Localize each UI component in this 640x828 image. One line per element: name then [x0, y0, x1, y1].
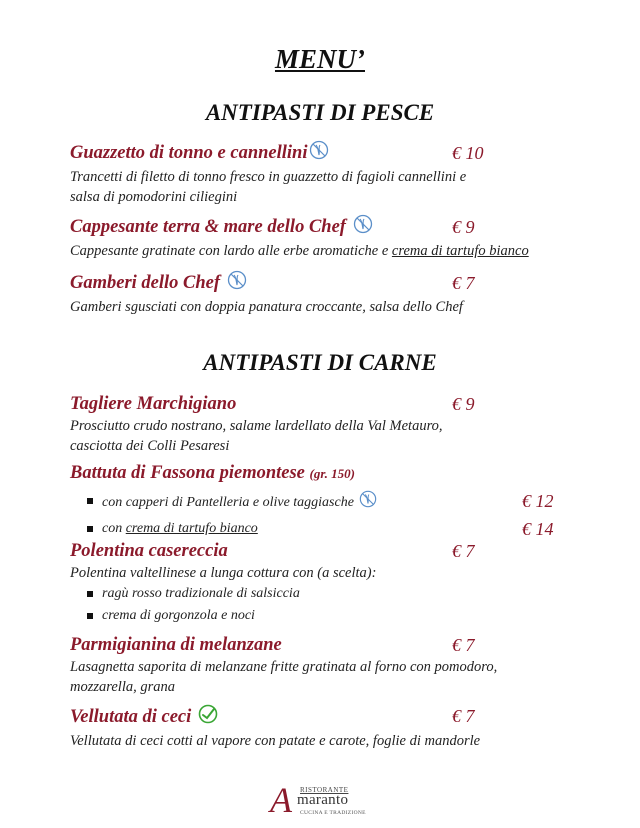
- dish-name: Parmigianina di melanzane: [70, 635, 282, 655]
- dish-description: Cappesante gratinate con lardo alle erbe aromatiche e crema di tartufo bianco: [70, 243, 529, 259]
- dish-description: Lasagnetta saporita di melanzane fritte gratinata al forno con pomodoro, mozzarella, grana: [70, 659, 498, 695]
- restaurant-logo: [270, 782, 380, 822]
- section-title-pesce: ANTIPASTI DI PESCE: [205, 100, 435, 125]
- logo-top-text: RISTORANTE: [300, 786, 349, 794]
- logo-main-text: maranto: [297, 792, 349, 808]
- list-item: con crema di tartufo bianco € 14: [70, 518, 630, 540]
- dish-tagliere: [70, 392, 630, 456]
- dish-description: Prosciutto crudo nostrano, salame lardellato della Val Metauro, casciotta dei Colli Pesaresi: [70, 418, 443, 454]
- logo-subtitle: CUCINA E TRADIZIONE: [300, 810, 366, 816]
- dish-description: Polentina valtellinese a lunga cottura con (a scelta):: [70, 565, 377, 581]
- gluten-free-icon: [353, 214, 373, 241]
- section-title-carne: ANTIPASTI DI CARNE: [203, 350, 437, 375]
- dish-polentina: [70, 539, 630, 627]
- logo-initial: A: [270, 780, 292, 820]
- dish-price: € 7: [452, 273, 475, 293]
- list-item: ragù rosso tradizionale di salsiccia: [70, 583, 630, 605]
- dish-name: Cappesante terra & mare dello Chef: [70, 217, 346, 237]
- dish-battuta: [70, 461, 630, 540]
- dish-name: Gamberi dello Chef: [70, 273, 221, 293]
- dish-price: € 10: [452, 143, 484, 163]
- menu-title: MENU’: [274, 44, 365, 74]
- option-price: € 12: [522, 491, 554, 511]
- dish-price: € 7: [452, 706, 475, 726]
- gluten-free-icon: [227, 270, 247, 297]
- list-item: crema di gorgonzola e noci: [70, 605, 630, 627]
- dish-vellutata: [70, 704, 630, 751]
- dish-name: Battuta di Fassona piemontese: [70, 463, 305, 483]
- gluten-free-icon: [309, 140, 329, 167]
- dish-description: Gamberi sgusciati con doppia panatura croccante, salsa dello Chef: [70, 299, 463, 315]
- dish-name: Tagliere Marchigiano: [70, 394, 237, 414]
- dish-price: € 9: [452, 394, 475, 414]
- dish-description: Trancetti di filetto di tonno fresco in guazzetto di fagioli cannellini e salsa di pomodorini ciliegini: [70, 169, 467, 205]
- gluten-free-icon: [359, 490, 377, 516]
- dish-gamberi: [70, 270, 630, 317]
- dish-cappesante: [70, 214, 630, 261]
- dish-weight: (gr. 150): [309, 466, 356, 481]
- dish-description: Vellutata di ceci cotti al vapore con patate e carote, foglie di mandorle: [70, 733, 481, 749]
- vegan-leaf-icon: [198, 704, 218, 731]
- dish-guazzetto: [70, 140, 630, 207]
- dish-parmigianina: [70, 633, 630, 697]
- dish-options: [70, 583, 630, 627]
- dish-price: € 7: [452, 635, 475, 655]
- dish-price: € 9: [452, 217, 475, 237]
- dish-name: Guazzetto di tonno e cannellini: [70, 143, 308, 163]
- dish-name: Polentina casereccia: [70, 541, 228, 561]
- dish-options: [70, 490, 630, 540]
- list-item: con capperi di Pantelleria e olive taggiasche € 12: [70, 490, 630, 516]
- option-price: € 14: [522, 519, 554, 539]
- dish-price: € 7: [452, 541, 475, 561]
- dish-name: Vellutata di ceci: [70, 707, 192, 727]
